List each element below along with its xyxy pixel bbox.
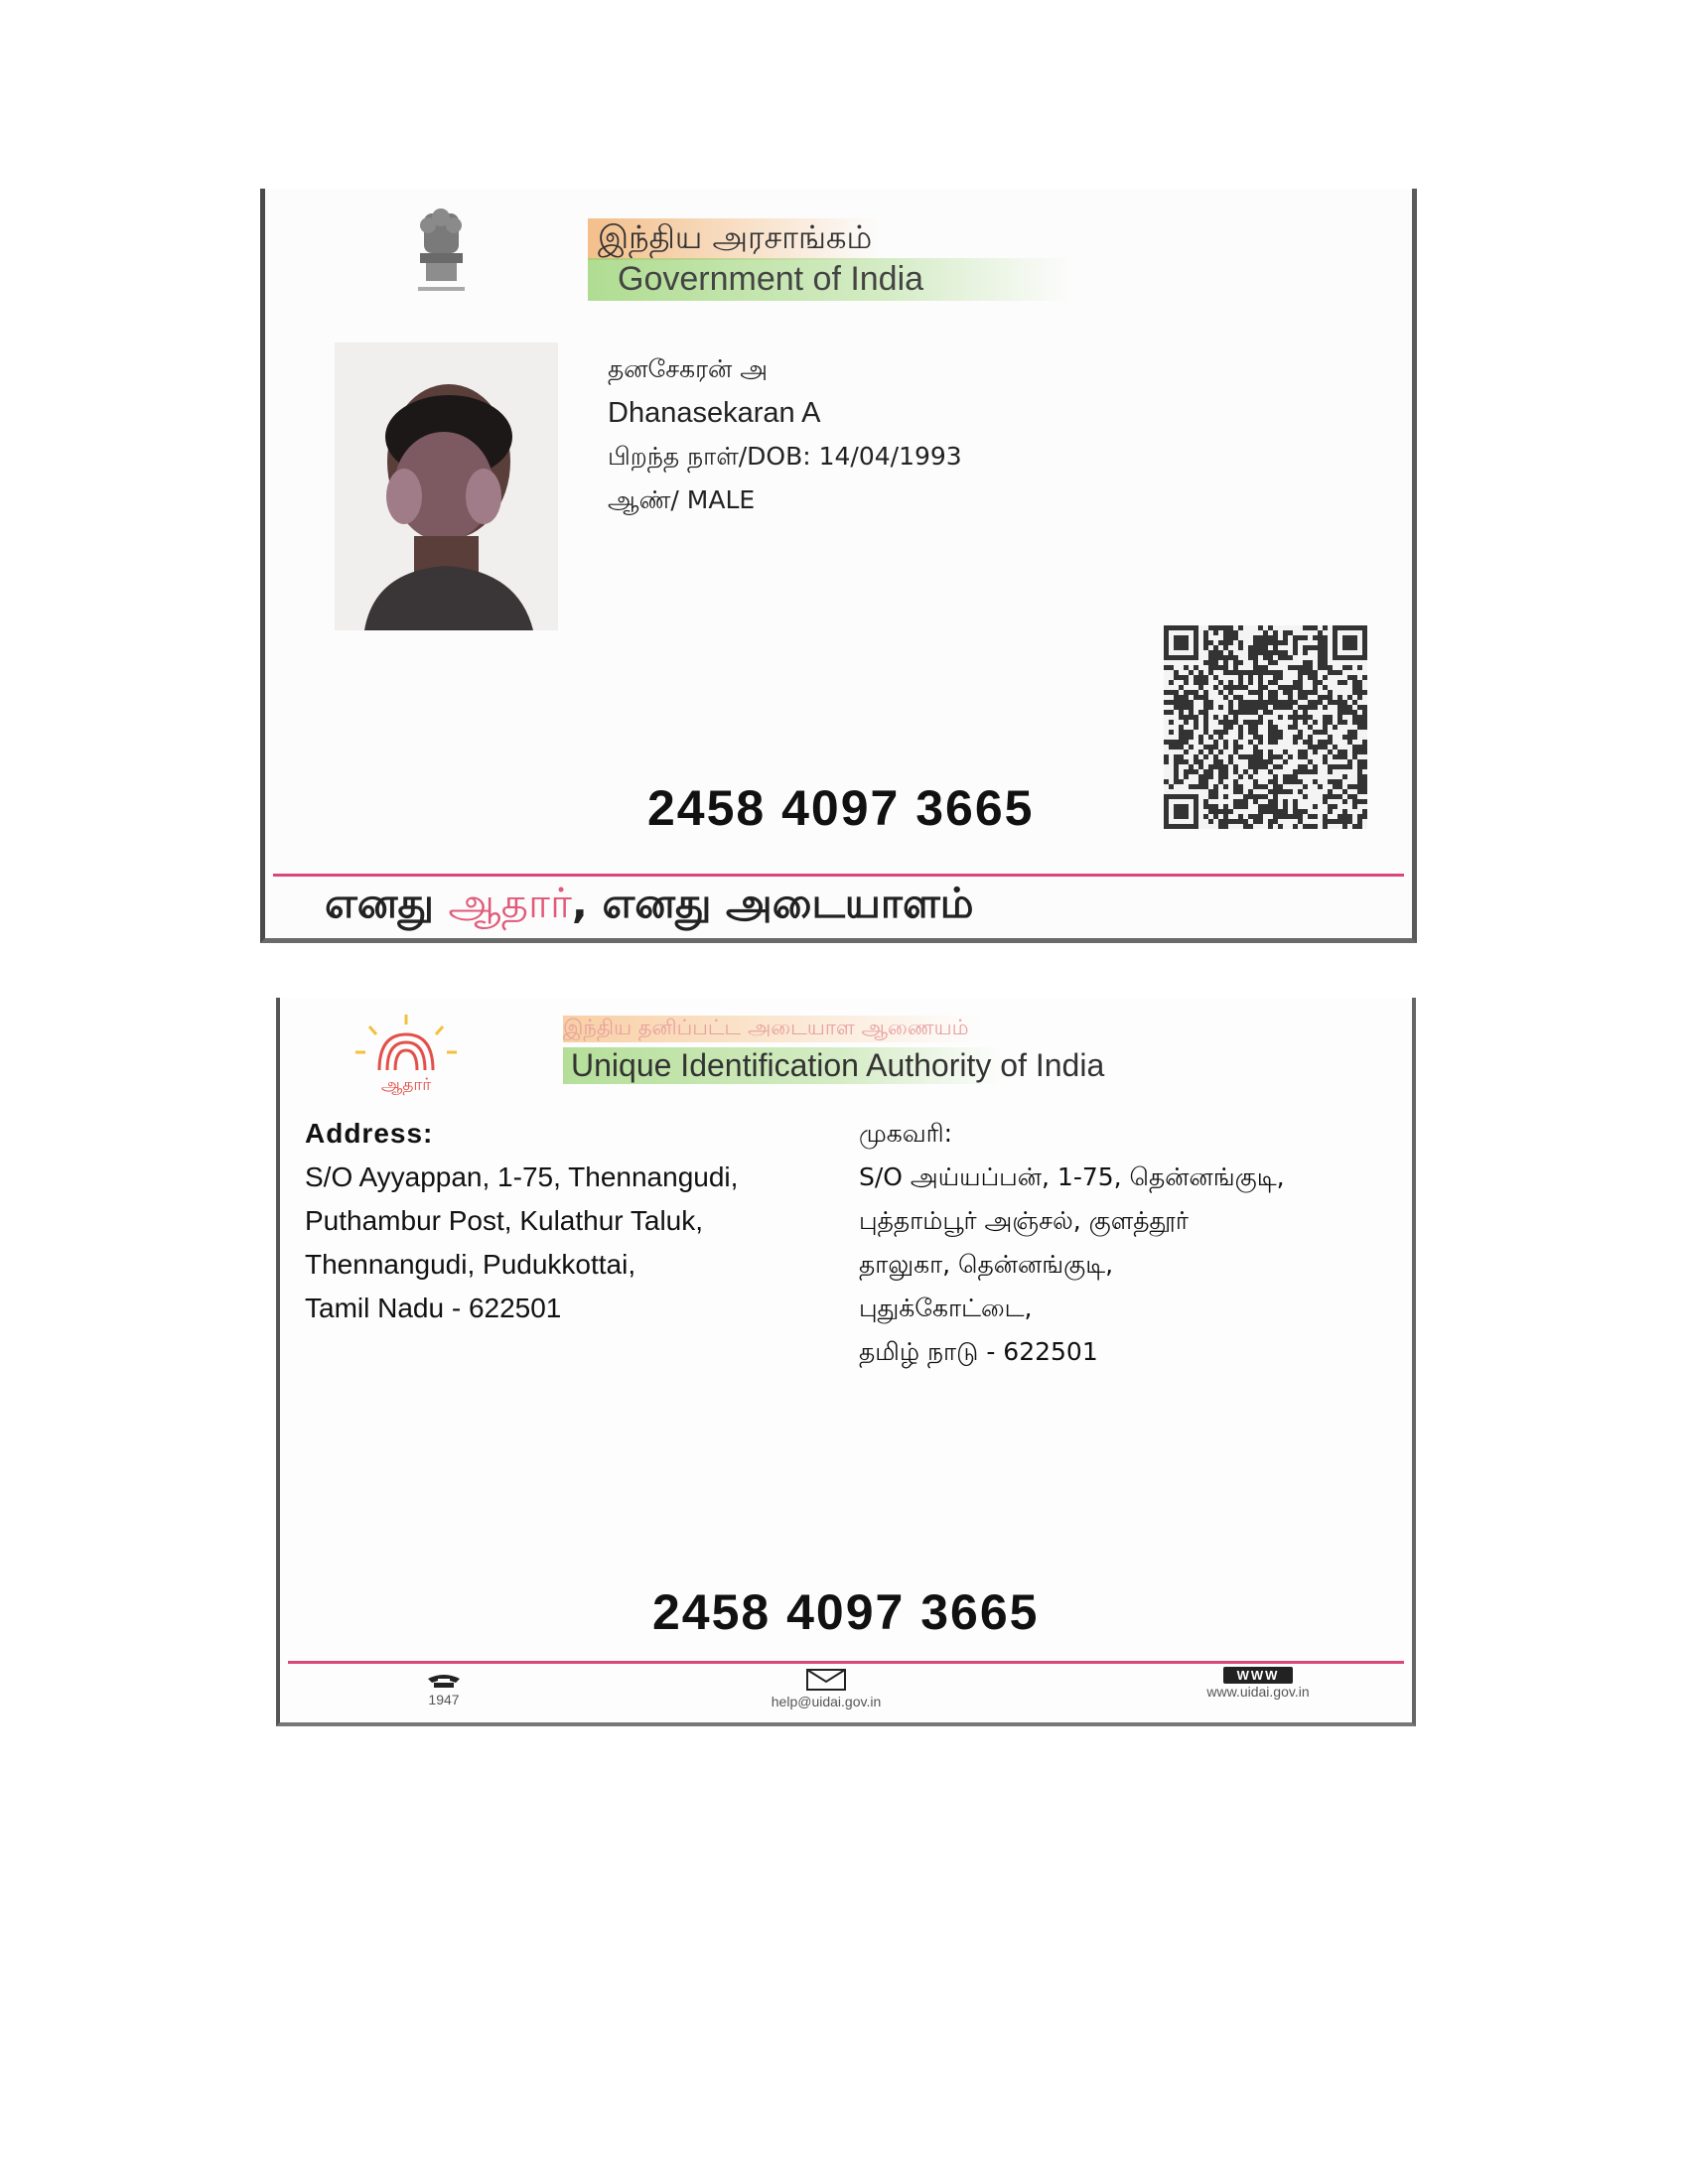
holder-info [608,347,962,522]
back-header-english: Unique Identification Authority of India [563,1047,1114,1084]
address-line: தமிழ் நாடு - 622501 [859,1337,1098,1366]
tagline-aadhaar: ஆதார் [448,879,572,927]
header-english: Government of India [588,258,1072,301]
address-line: புத்தாம்பூர் அஞ்சல், குளத்தூர் [859,1206,1189,1235]
address-label-english: Address: [305,1118,434,1149]
address-english [305,1112,738,1330]
footer-email-text: help@uidai.gov.in [771,1694,882,1709]
logo-text: ஆதார் [380,1075,432,1095]
qr-code [1164,625,1367,829]
gender-line: ஆண்/ MALE [608,485,756,514]
holder-photo [335,342,558,630]
address-line: S/O அய்யப்பன், 1-75, தென்னங்குடி, [859,1162,1285,1191]
uid-number-back: 2458 4097 3665 [652,1584,1040,1640]
address-line: Puthambur Post, Kulathur Taluk, [305,1205,704,1236]
state-emblem-icon [404,204,479,298]
phone-icon [426,1673,462,1689]
address-label-tamil: முகவரி: [859,1119,953,1148]
footer-email [707,1669,945,1709]
tagline [325,879,974,933]
aadhaar-card-front [260,189,1417,943]
name-tamil: தனசேகரன் அ [608,354,768,383]
back-footer [280,1665,1412,1714]
divider-line [288,1661,1404,1664]
address-line: தாலுகா, தென்னங்குடி, [859,1250,1114,1279]
aadhaar-card-back [276,998,1416,1726]
back-header-tamil: இந்திய தனிப்பட்ட அடையாள ஆணையம் [563,1016,1029,1042]
footer-phone-number: 1947 [428,1692,460,1707]
tagline-part3: , எனது அடையாளம் [571,879,974,927]
mail-icon [806,1669,846,1691]
address-line: Thennangudi, Pudukkottai, [305,1249,636,1280]
address-tamil [859,1112,1285,1374]
footer-website-text: www.uidai.gov.in [1206,1684,1310,1700]
footer-website [1144,1667,1372,1700]
dob-line: பிறந்த நாள்/DOB: 14/04/1993 [608,442,962,471]
header-tamil: இந்திய அரசாங்கம் [588,218,912,260]
www-icon: WWW [1223,1667,1294,1684]
divider-line [273,874,1404,877]
name-english: Dhanasekaran A [608,397,821,429]
footer-phone [409,1673,479,1707]
address-line: புதுக்கோட்டை, [859,1294,1033,1322]
uid-number-front: 2458 4097 3665 [647,780,1035,836]
address-line: S/O Ayyappan, 1-75, Thennangudi, [305,1161,739,1192]
aadhaar-logo-icon [350,1013,464,1097]
address-line: Tamil Nadu - 622501 [305,1293,562,1323]
tagline-part1: எனது [325,879,449,927]
